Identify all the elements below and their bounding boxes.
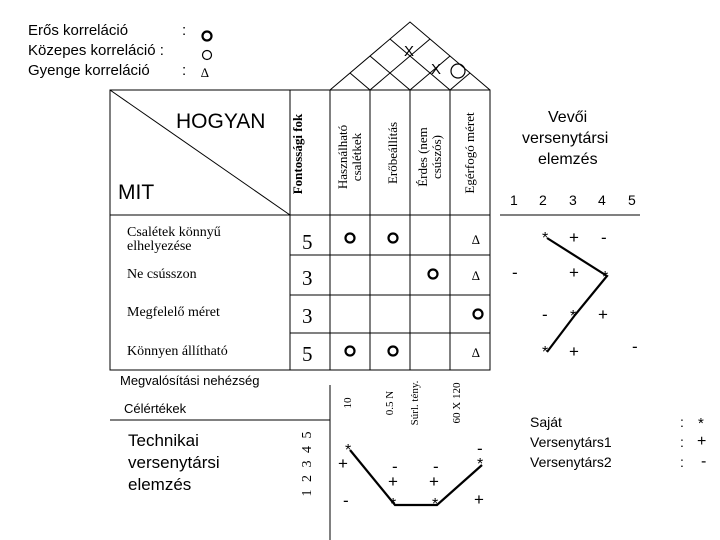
tech-c1-own: * xyxy=(345,442,352,459)
column-header-force: Erőbeállítás xyxy=(385,121,400,185)
relation-r1-c2-medium xyxy=(389,234,398,243)
legend-weak-triangle: ∆ xyxy=(201,65,209,80)
row-2-importance: 3 xyxy=(302,266,313,290)
customer-r4-own: * xyxy=(542,344,549,361)
relation-r1-c4-weak: ∆ xyxy=(472,232,480,247)
target-value-3: Súrl. tény. xyxy=(409,380,421,426)
roof-x-1: X xyxy=(404,43,415,60)
corner-hogyan: HOGYAN xyxy=(176,110,266,133)
tech-c3-own: * xyxy=(432,496,439,513)
customer-scale-2: 2 xyxy=(539,192,547,208)
customer-title-line2: versenytársi xyxy=(522,130,609,147)
customer-r2-own: * xyxy=(602,269,609,286)
row-4-importance: 5 xyxy=(302,342,313,366)
customer-scale-3: 3 xyxy=(569,192,577,208)
tech-title-line3: elemzés xyxy=(128,475,192,494)
corner-mit: MIT xyxy=(118,181,155,204)
difficulty-label: Megvalósítási nehézség xyxy=(120,373,260,388)
customer-r4-comp2: - xyxy=(632,337,638,356)
legend-weak-colon: : xyxy=(182,62,187,79)
technical-own-profile xyxy=(350,450,482,505)
tech-c1-comp2: - xyxy=(343,491,349,510)
relation-r2-c3-strong xyxy=(429,270,438,279)
key-comp1-colon: : xyxy=(680,434,684,450)
tech-c2-own: * xyxy=(390,496,397,513)
row-1-importance: 5 xyxy=(302,230,313,254)
target-value-4: 60 X 120 xyxy=(451,382,463,424)
legend-strong-colon: : xyxy=(182,22,187,39)
tech-c3-comp2: - xyxy=(433,457,439,476)
legend-weak-label: Gyenge korreláció xyxy=(28,62,150,79)
legend-medium-circle xyxy=(203,51,212,60)
customer-title-line1: Vevői xyxy=(548,109,588,126)
customer-r1-comp2: - xyxy=(601,228,607,247)
column-header-lures: Használható csalétkek xyxy=(335,124,364,190)
row-3-importance: 3 xyxy=(302,304,313,328)
customer-r3-comp2: - xyxy=(542,305,548,324)
column-header-rough: Érdes (nem csúszós) xyxy=(415,127,444,187)
column-header-importance: Fontossági fok xyxy=(290,113,305,195)
key-comp2-colon: : xyxy=(680,454,684,470)
roof-x-2: X xyxy=(431,61,442,78)
row-2-label: Ne csússzon xyxy=(127,267,197,282)
tech-c4-own: * xyxy=(477,456,484,473)
tech-c3-comp1: + xyxy=(429,472,439,491)
tech-c4-comp1: + xyxy=(474,490,484,509)
customer-r2-comp1: + xyxy=(569,263,579,282)
customer-r1-own: * xyxy=(542,230,549,247)
customer-own-profile xyxy=(547,238,607,352)
customer-title-line3: elemzés xyxy=(538,151,598,168)
key-comp2-symbol: - xyxy=(701,453,707,470)
row-3-label: Megfelelő méret xyxy=(127,305,220,320)
tech-c2-comp1: + xyxy=(388,472,398,491)
key-comp1-label: Versenytárs1 xyxy=(530,434,612,450)
key-own-label: Saját xyxy=(530,414,562,430)
target-value-1: 10 xyxy=(342,397,354,409)
relation-r4-c4-weak: ∆ xyxy=(472,345,480,360)
relation-r2-c4-weak: ∆ xyxy=(472,268,480,283)
roof-correlation-circle xyxy=(451,64,465,78)
customer-r4-comp1: + xyxy=(569,342,579,361)
relation-r4-c2-medium xyxy=(389,347,398,356)
key-own-symbol: * xyxy=(698,415,704,432)
tech-title-line1: Technikai xyxy=(128,431,199,450)
row-4-label: Könnyen állítható xyxy=(127,344,228,359)
customer-r2-comp2: - xyxy=(512,263,518,282)
key-own-colon: : xyxy=(680,414,684,430)
customer-scale-4: 4 xyxy=(598,192,606,208)
relation-r4-c1-medium xyxy=(346,347,355,356)
customer-r1-comp1: + xyxy=(569,228,579,247)
customer-r3-comp1: + xyxy=(598,305,608,324)
tech-scale-axis: 1 2 3 4 5 xyxy=(300,429,315,497)
customer-scale-1: 1 xyxy=(510,192,518,208)
row-1-label-line1: Csalétek könnyű xyxy=(127,225,221,240)
legend-medium-label: Közepes korreláció : xyxy=(28,42,164,59)
roof-grid-1 xyxy=(370,39,430,90)
tech-c2-comp2: - xyxy=(392,457,398,476)
key-comp1-symbol: + xyxy=(697,433,707,450)
column-header-size: Egérfogó méret xyxy=(462,112,477,194)
legend-strong-label: Erős korreláció xyxy=(28,22,129,39)
tech-title-line2: versenytársi xyxy=(128,453,220,472)
row-1-label-line2: elhelyezése xyxy=(127,239,192,254)
customer-scale-5: 5 xyxy=(628,192,636,208)
target-value-2: 0.5 N xyxy=(384,390,396,416)
key-comp2-label: Versenytárs2 xyxy=(530,454,612,470)
customer-r3-own: * xyxy=(570,308,577,325)
tech-c4-comp2: - xyxy=(477,439,483,458)
tech-c1-comp1: + xyxy=(338,454,348,473)
roof-grid-4 xyxy=(350,73,370,90)
relation-r3-c4-strong xyxy=(474,310,483,319)
relation-r1-c1-medium xyxy=(346,234,355,243)
legend-strong-circle xyxy=(203,32,212,41)
targets-label: Célértékek xyxy=(124,401,187,416)
